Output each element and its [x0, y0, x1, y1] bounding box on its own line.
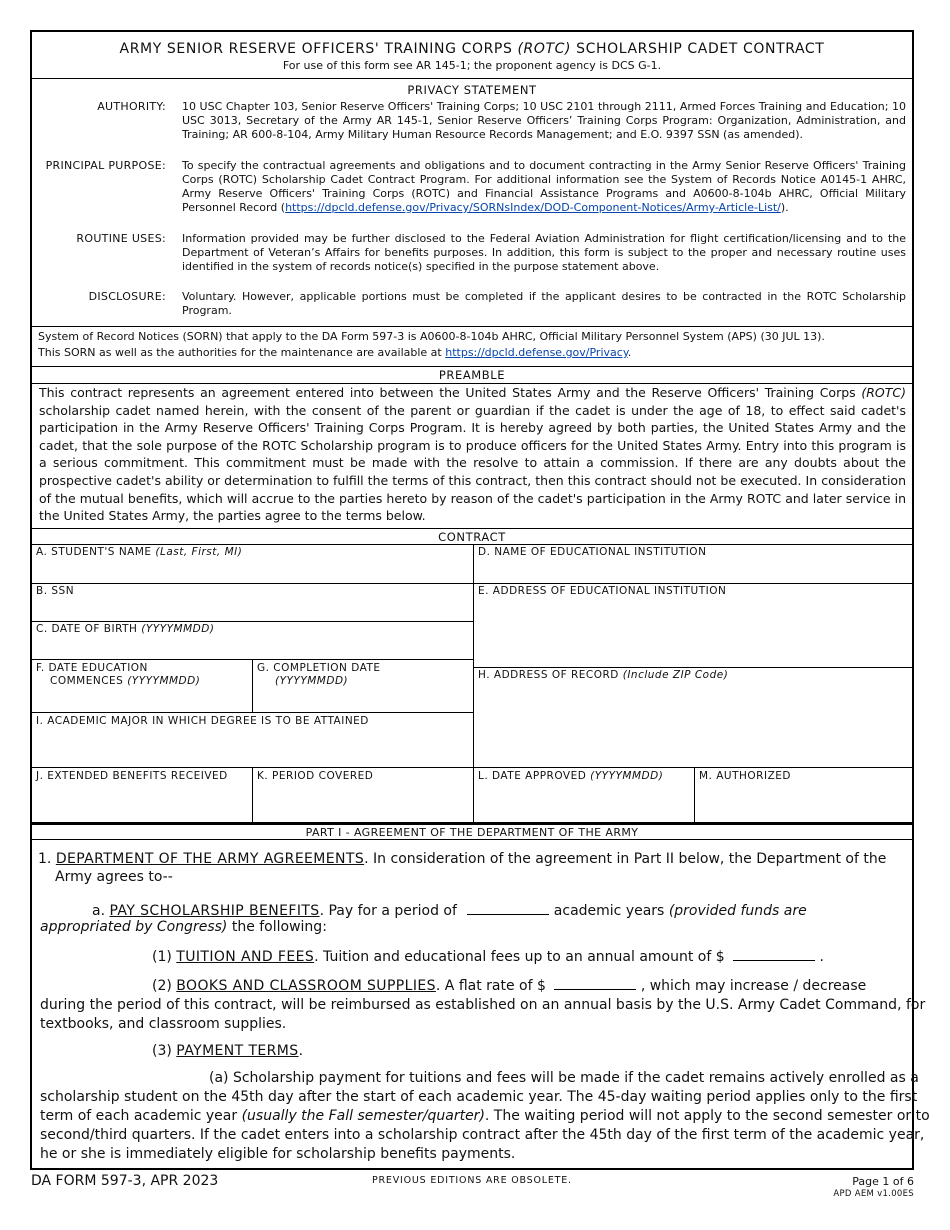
routine-uses-text: Information provided may be further disclosed to the Federal Aviation Administration for flight certification/licensing and to the Department of Veteran’s Affairs for benefits purposes. In addition, this form is subject to the proper and necessary routine uses identified in the system of records notice(s) specified in the purpose statement above.	[182, 232, 906, 273]
preamble-italic: (ROTC)	[861, 385, 906, 400]
para-number: 1.	[38, 851, 56, 867]
field-hint: (YYYYMMDD)	[275, 675, 349, 687]
tuition-amount-input[interactable]	[733, 946, 815, 961]
para-italic: (provided funds are	[668, 903, 807, 919]
field-hint: (YYYYMMDD)	[127, 675, 201, 687]
part-i-header: PART I - AGREEMENT OF THE DEPARTMENT OF THE ARMY	[32, 823, 912, 840]
para-title: BOOKS AND CLASSROOM SUPPLIES	[176, 978, 436, 994]
date-of-birth-field[interactable]	[32, 622, 474, 660]
para-text: . A flat rate of $	[435, 978, 551, 994]
para-text: .	[298, 1043, 304, 1059]
field-hint: (Include ZIP Code)	[622, 669, 729, 681]
para-text: . Tuition and educational fees up to an annual amount of $	[314, 949, 730, 965]
sorn-index-link[interactable]: https://dpcld.defense.gov/Privacy/SORNsIndex/DOD-Component-Notices/Army-Article-List/	[285, 201, 781, 214]
address-of-record-field[interactable]	[474, 668, 912, 768]
para-number: (3)	[152, 1043, 177, 1059]
preamble-section	[32, 367, 912, 529]
education-commences-field[interactable]	[32, 660, 253, 713]
period-covered-field[interactable]	[253, 768, 474, 823]
title-part: SCHOLARSHIP CADET CONTRACT	[571, 41, 825, 57]
page-info	[833, 1175, 914, 1201]
para-italic: (usually the Fall semester/quarter)	[241, 1108, 485, 1124]
para-text: . In consideration of the agreement in Part II below, the Department of the	[364, 851, 887, 867]
form-title-section	[32, 32, 912, 79]
form-id: DA FORM 597-3, APR 2023	[31, 1173, 219, 1189]
sub-3-line	[152, 1042, 303, 1060]
field-label: B. SSN	[36, 585, 75, 597]
title-italic: (ROTC)	[517, 41, 572, 57]
preamble-text	[32, 384, 912, 525]
form	[30, 30, 930, 1170]
sorn-line-1: System of Record Notices (SORN) that apply to the DA Form 597-3 is A0600-8-104b AHRC, Official Military Personnel System (APS) (30 JUL 13).	[38, 330, 825, 343]
field-label: G. COMPLETION DATE	[257, 662, 381, 674]
previous-editions-note: PREVIOUS EDITIONS ARE OBSOLETE.	[372, 1175, 572, 1186]
para-a-line-1	[92, 900, 807, 920]
sorn-line-2	[38, 345, 906, 361]
purpose-text-part: To specify the contractual agreements and obligations and to document contracting in the Army Senior Reserve Officers' Training Corps (ROTC) Scholarship Cadet Contract Program. For additional information see the System of Records Notice A0145-1 AHRC, Army Reserve Officers' Training Corps (ROTC) and Financial Assistance Programs and A0600-8-104b AHRC, Official Military Personnel Record (	[182, 159, 906, 214]
field-label: D. NAME OF EDUCATIONAL INSTITUTION	[478, 546, 707, 558]
routine-uses-label: ROUTINE USES:	[76, 232, 166, 245]
para-text: , which may increase / decrease	[636, 978, 867, 994]
disclosure-text: Voluntary. However, applicable portions must be completed if the applicant desires to be contracted in the ROTC Scholarship Program.	[182, 290, 906, 317]
sub-2-line-1	[152, 975, 866, 995]
para-a-line-2	[40, 918, 327, 936]
privacy-statement-section	[32, 79, 912, 327]
authority-text: 10 USC Chapter 103, Senior Reserve Officers' Training Corps; 10 USC 2101 through 2111, Armed Forces Training and Education; 10 USC 3013, Secretary of the Army AR 145-1, Senior Reserve Officers’ Training Corps Program: Organization, Administration, and Training; AR 600-8-104, Army Military Human Resource Records Management; and E.O. 9397 SSN (as amended).	[182, 100, 906, 141]
field-label: COMMENCES	[50, 675, 128, 687]
field-label: C. DATE OF BIRTH	[36, 623, 142, 635]
sorn-text: .	[627, 346, 632, 359]
field-label-line-2	[257, 675, 469, 688]
field-label: F. DATE EDUCATION	[36, 662, 148, 674]
purpose-label: PRINCIPAL PURPOSE:	[45, 159, 166, 172]
para-number: (1)	[152, 949, 177, 965]
field-label: L. DATE APPROVED	[478, 770, 591, 782]
field-hint: (YYYYMMDD)	[141, 623, 215, 635]
preamble-header: PREAMBLE	[32, 367, 912, 384]
sub-2-line-2: during the period of this contract, will be reimbursed as established on an annual basis by the U.S. Army Cadet Command, for	[40, 997, 926, 1013]
sub-2-line-3: textbooks, and classroom supplies.	[40, 1016, 287, 1032]
sub-a-line-1: (a) Scholarship payment for tuitions and fees will be made if the cadet remains actively enrolled as a	[209, 1070, 919, 1086]
sorn-text: This SORN as well as the authorities for the maintenance are available at	[38, 346, 446, 359]
version-label: APD AEM v1.00ES	[833, 1189, 914, 1199]
para-1-line-2: Army agrees to--	[55, 869, 173, 885]
para-text: term of each academic year	[40, 1108, 242, 1124]
sub-a-line-2: scholarship student on the 45th day after the start of each academic year. The 45-day waiting period applies only to the first	[40, 1089, 918, 1105]
field-label: K. PERIOD COVERED	[257, 770, 374, 782]
para-text: . Pay for a period of	[319, 903, 462, 919]
field-label: I. ACADEMIC MAJOR IN WHICH DEGREE IS TO BE ATTAINED	[36, 715, 369, 727]
student-name-field[interactable]	[32, 545, 474, 584]
field-hint: (YYYYMMDD)	[590, 770, 664, 782]
field-label: E. ADDRESS OF EDUCATIONAL INSTITUTION	[478, 585, 727, 597]
para-title: PAYMENT TERMS	[176, 1043, 299, 1059]
sub-a-line-5: he or she is immediately eligible for scholarship benefits payments.	[40, 1146, 516, 1162]
field-label: J. EXTENDED BENEFITS RECEIVED	[36, 770, 228, 782]
para-text: the following:	[227, 919, 327, 935]
extended-benefits-field[interactable]	[32, 768, 253, 823]
para-title: PAY SCHOLARSHIP BENEFITS	[109, 903, 320, 919]
para-number: a.	[92, 903, 110, 919]
authorized-field[interactable]	[695, 768, 912, 823]
para-italic: appropriated by Congress)	[40, 919, 228, 935]
ssn-field[interactable]	[32, 584, 474, 622]
field-label-line-2	[36, 675, 248, 688]
contract-header: CONTRACT	[32, 529, 912, 545]
para-text: .	[815, 949, 824, 965]
completion-date-field[interactable]	[253, 660, 474, 713]
sorn-section	[32, 327, 912, 367]
para-number: (2)	[152, 978, 177, 994]
para-text: academic years	[549, 903, 669, 919]
privacy-link[interactable]: https://dpcld.defense.gov/Privacy	[445, 346, 628, 359]
authority-label: AUTHORITY:	[97, 100, 166, 113]
page-number: Page 1 of 6	[852, 1175, 914, 1188]
form-subtitle: For use of this form see AR 145-1; the proponent agency is DCS G-1.	[282, 59, 662, 72]
para-text: . The waiting period will not apply to the second semester or to	[484, 1108, 930, 1124]
para-title: DEPARTMENT OF THE ARMY AGREEMENTS	[55, 851, 365, 867]
disclosure-label: DISCLOSURE:	[88, 290, 166, 303]
sub-1-line	[152, 946, 824, 966]
academic-major-field[interactable]	[32, 713, 474, 768]
preamble-text-part: scholarship cadet named herein, with the consent of the parent or guardian if the cadet is under the age of 18, to effect said cadet's participation in the Army Reserve Officers' Training Corps Program. It is hereby agreed by both parties, the United States Army and the cadet, that the sole purpose of the ROTC Scholarship program is to produce officers for the United States Army. Entry into this program is a serious commitment. This commitment must be made with the resolve to attain a commission. If there are any doubts about the prospective cadet's ability or determination to fulfill the terms of this contract, then this contract should not be executed. In consideration of the mutual benefits, which will accrue to the parties hereto by reason of the cadet's participation in the Army ROTC and later service in the United States Army, the parties agree to the terms below.	[39, 402, 906, 524]
date-approved-field[interactable]	[474, 768, 695, 823]
para-1-line-1	[38, 850, 886, 868]
sub-a-line-3	[40, 1107, 930, 1125]
institution-address-field[interactable]	[474, 584, 912, 668]
form-title	[32, 32, 912, 57]
privacy-header: PRIVACY STATEMENT	[407, 83, 537, 97]
books-rate-input[interactable]	[554, 975, 636, 990]
para-title: TUITION AND FEES	[176, 949, 315, 965]
academic-years-input[interactable]	[467, 900, 549, 915]
field-label: M. AUTHORIZED	[699, 770, 791, 782]
institution-name-field[interactable]	[474, 545, 912, 584]
preamble-text-part: This contract represents an agreement entered into between the United States Army and the Reserve Officers' Training Corps	[39, 385, 862, 400]
field-hint: (Last, First, MI)	[155, 546, 243, 558]
purpose-text-part: ).	[780, 201, 789, 214]
field-label: A. STUDENT'S NAME	[36, 546, 156, 558]
purpose-text	[182, 159, 906, 215]
field-label: H. ADDRESS OF RECORD	[478, 669, 623, 681]
title-part: ARMY SENIOR RESERVE OFFICERS' TRAINING CORPS	[119, 41, 518, 57]
sub-a-line-4: second/third quarters. If the cadet enters into a scholarship contract after the 45th day of the first term of the academic year,	[40, 1127, 925, 1143]
